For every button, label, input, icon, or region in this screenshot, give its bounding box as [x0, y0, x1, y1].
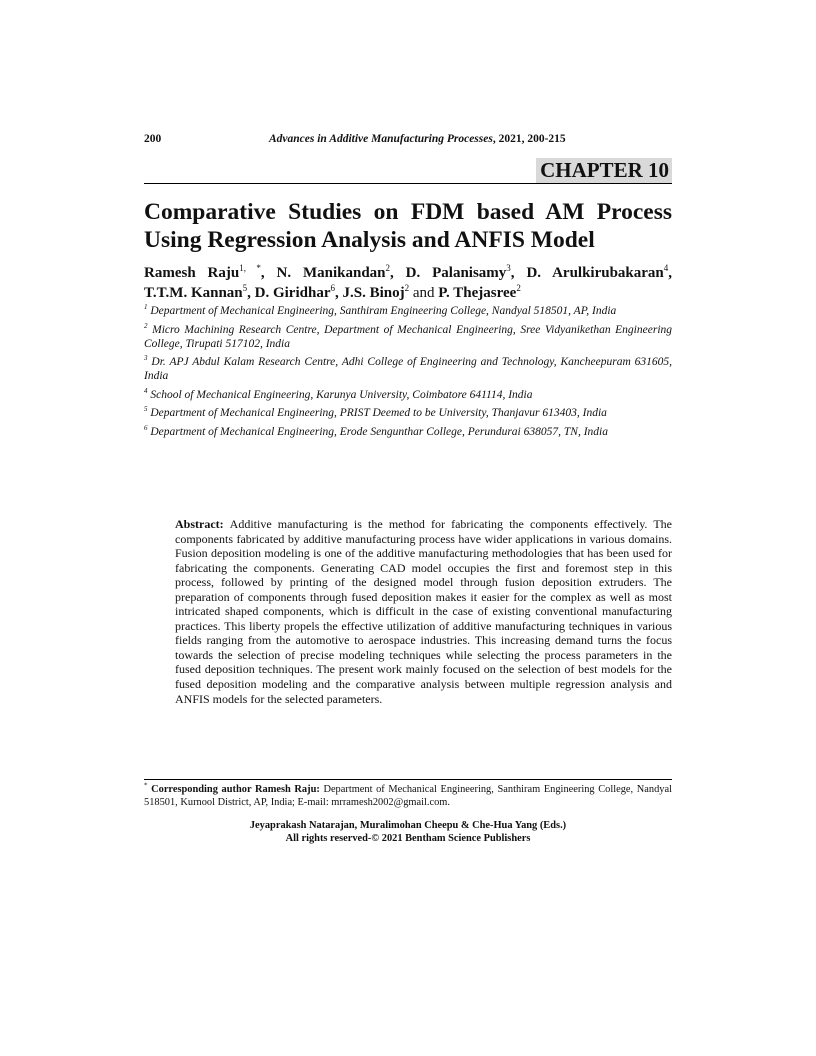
affiliation-item	[144, 355, 672, 383]
affiliation-text: Department of Mechanical Engineering, PRIST Deemed to be University, Thanjavur 613403, India	[150, 407, 607, 419]
author-affil-sup: 5	[242, 283, 248, 293]
running-title	[269, 133, 566, 145]
abstract-text: Additive manufacturing is the method for fabricating the components effectively. The components fabricated by additive manufacturing process have wider applications in various domains. Fusion deposition modeling is one of the additive manufacturing methodologies that has been used for fabricating the components. Generating CAD model occupies the first and foremost step in this process, followed by printing of the designed model through fusion deposition extruders. The preparation of components through fused deposition makes it easier for the complex as well as most intricated shaped components, which is difficult in the case of existing conventional manufacturing practices. This liberty propels the effective utilization of additive manufacturing techniques in various fields ranging from the automotive to aerospace industries. This increasing demand turns the focus towards the selection of precise modeling techniques while selecting the process parameters in the fused deposition techniques. The present work mainly focused on the selection of best models for the fused deposition modeling and the comparative analysis between multiple regression analysis and ANFIS models for the selected parameters.	[175, 517, 672, 706]
footnote-text: Department of Mechanical Engineering, Santhiram Engineering College, Nandyal 518501, Kurnool District, AP, India; E-mail: mrramesh2002@gmail.com.	[144, 784, 672, 808]
author-line-1: Ramesh Raju$^{1, *}$, N. Manikandan$^2$, D. Palanisamy$^3$, D. Arulkirubakaran$^4$,	[144, 263, 673, 281]
affiliation-text: Department of Mechanical Engineering, Erode Sengunthar College, Perundurai 638057, TN, India	[150, 425, 608, 438]
author-affil-sup: 6	[330, 283, 335, 293]
author-affil-sup: 1, *	[239, 263, 261, 273]
copyright-line: All rights reserved-© 2021 Bentham Science Publishers	[285, 832, 531, 844]
editors-names: Jeyaprakash Natarajan, Muralimohan Cheepu & Che-Hua Yang (Eds.)	[249, 820, 567, 831]
affiliation-text: Department of Mechanical Engineering, Santhiram Engineering College, Nandyal 518501, AP, India	[150, 305, 617, 317]
affiliation-number: 5	[144, 405, 148, 414]
author-affil-sup: 3	[506, 263, 511, 273]
author-affil-sup: 2	[404, 283, 410, 293]
affiliation-text: School of Mechanical Engineering, Karunya University, Coimbatore 641114, India	[150, 388, 533, 401]
journal-title: Advances in Additive Manufacturing Processes	[269, 133, 493, 145]
affiliation-text: Micro Machining Research Centre, Department of Mechanical Engineering, Sree Vidyanikethan Engineering College, Tirupati 517102, India	[144, 323, 673, 350]
affiliation-item	[144, 425, 672, 439]
author-affil-sup: 2	[516, 283, 521, 293]
author-name: D. Palanisamy	[405, 265, 507, 281]
affiliation-number: 3	[144, 354, 148, 363]
author-affil-sup: 2	[385, 263, 391, 273]
author-name: T.T.M. Kannan	[144, 285, 243, 301]
author-name: Ramesh Raju	[144, 265, 240, 281]
affiliation-item	[144, 304, 672, 318]
page-number: 200	[144, 133, 162, 145]
title-line-2: Using Regression Analysis and ANFIS Model	[144, 227, 595, 253]
affiliation-text: Dr. APJ Abdul Kalam Research Centre, Adhi College of Engineering and Technology, Kancheepuram 631605, India	[144, 356, 673, 382]
header-rule	[144, 183, 672, 184]
chapter-label: CHAPTER 10	[536, 158, 672, 183]
author-name: N. Manikandan	[276, 265, 386, 281]
journal-year-pages: , 2021, 200-215	[492, 133, 566, 145]
chapter-title	[144, 198, 672, 254]
editors-block	[144, 820, 672, 845]
footnote-label: Corresponding author Ramesh Raju:	[151, 784, 320, 795]
author-name: D. Giridhar	[254, 285, 331, 301]
author-name: P. Thejasree	[438, 285, 517, 301]
affiliation-item	[144, 406, 672, 420]
affiliation-number: 1	[144, 303, 148, 312]
affiliation-number: 6	[144, 423, 148, 432]
author-name: J.S. Binoj	[342, 285, 405, 301]
affiliation-number: 4	[144, 386, 148, 395]
affiliation-item	[144, 388, 672, 402]
affiliation-list	[144, 304, 672, 443]
author-line-2: T.T.M. Kannan$^5$, D. Giridhar$^6$, J.S. Binoj$^2$ and P. Thejasree$^2$	[144, 283, 521, 301]
author-list	[144, 263, 672, 303]
corresponding-author-footnote	[144, 783, 672, 809]
title-line-1: Comparative Studies on FDM based AM Process	[144, 199, 672, 225]
affiliation-number: 2	[144, 321, 148, 330]
footnote-rule	[144, 779, 672, 780]
footnote-marker: *	[144, 781, 148, 790]
abstract-label: Abstract:	[175, 517, 224, 531]
abstract	[175, 517, 672, 706]
author-name: D. Arulkirubakaran	[526, 265, 664, 281]
author-conjunction: and	[412, 285, 435, 301]
author-affil-sup: 4	[663, 263, 669, 273]
affiliation-item	[144, 323, 672, 351]
